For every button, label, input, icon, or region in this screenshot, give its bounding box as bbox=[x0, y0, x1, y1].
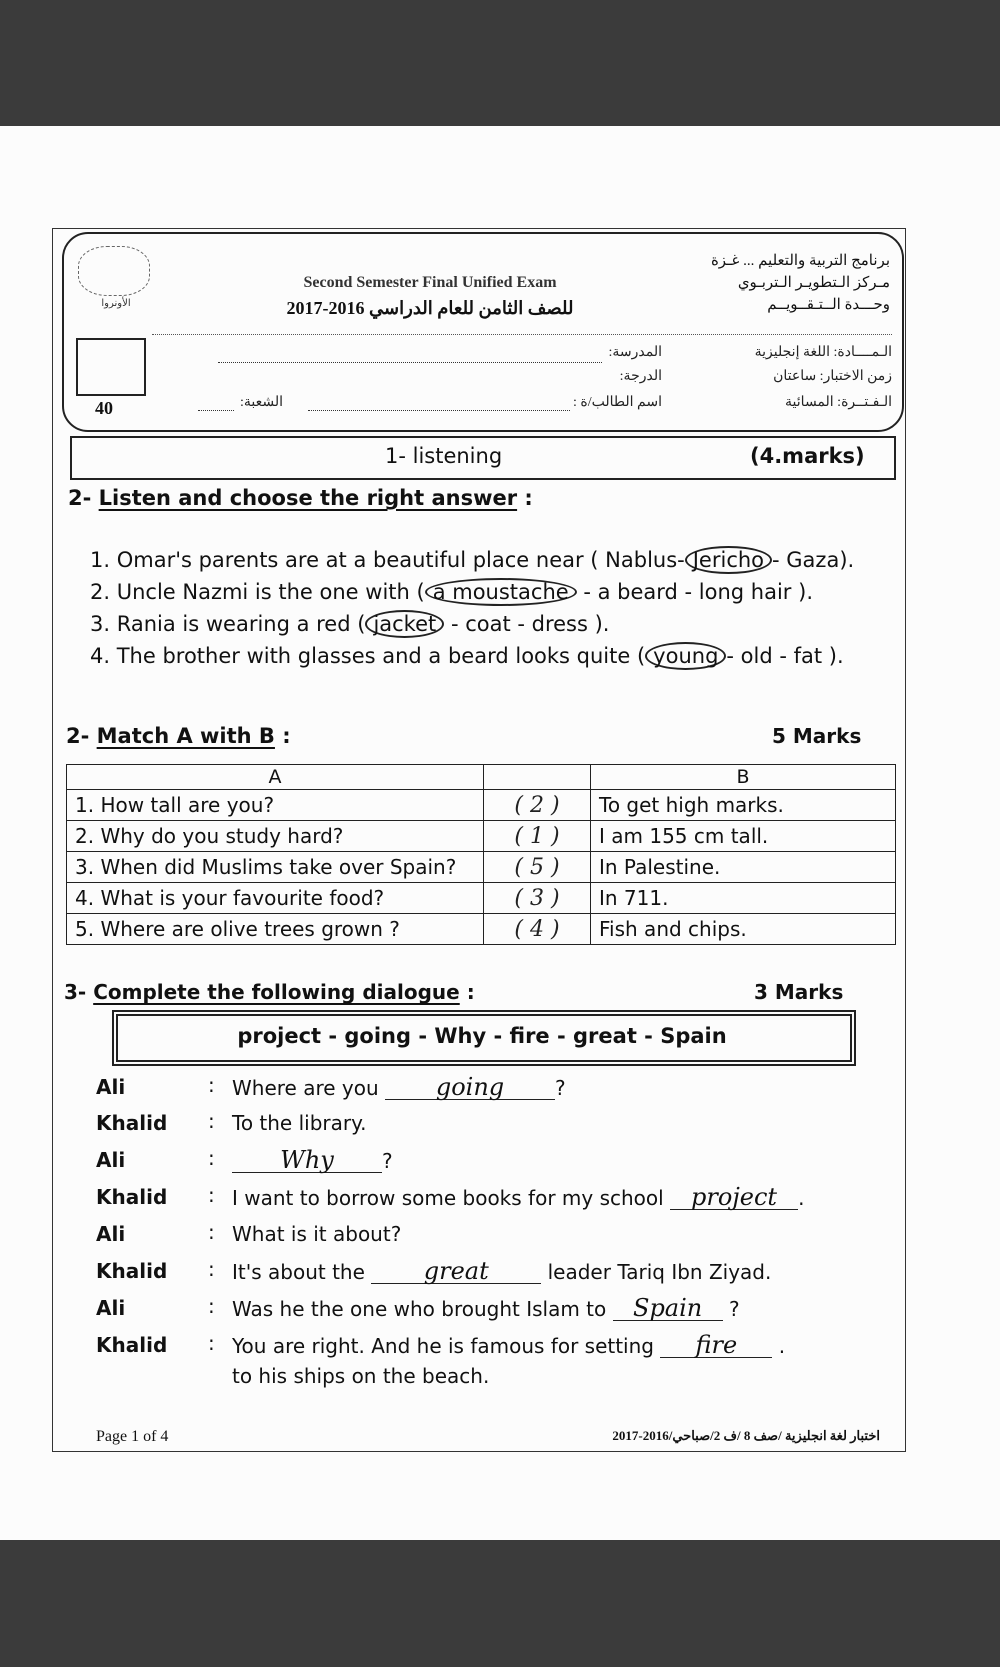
section-label: الشعبة: bbox=[240, 395, 284, 410]
column-b-header: B bbox=[591, 765, 896, 790]
dialogue-question-heading bbox=[64, 980, 475, 1004]
option-cell: In 711. bbox=[591, 883, 896, 914]
duration-label: زمن الاختبار: ساعتان bbox=[773, 369, 892, 384]
item-text: - Gaza). bbox=[772, 548, 855, 572]
section-title: 1- listening bbox=[385, 444, 503, 468]
listen-item bbox=[90, 610, 609, 638]
answer-cell[interactable]: ( 5 ) bbox=[484, 852, 591, 883]
speaker-name: Ali bbox=[96, 1148, 126, 1172]
answer-blank[interactable]: going bbox=[385, 1075, 555, 1100]
item-text: 3. Rania is wearing a red ( bbox=[90, 612, 366, 636]
word-bank: project - going - Why - fire - great - Spain bbox=[237, 1024, 727, 1048]
student-name-field[interactable] bbox=[308, 410, 570, 411]
speaker-name: Ali bbox=[96, 1222, 126, 1246]
dialogue-line bbox=[232, 1111, 366, 1135]
dialogue-marks: 3 Marks bbox=[754, 980, 844, 1004]
answer-blank[interactable]: great bbox=[371, 1259, 541, 1284]
line-text: ? bbox=[382, 1149, 393, 1173]
org-line-2: مـركز الـتطويـر الـتربـوي bbox=[737, 275, 890, 291]
listen-item bbox=[90, 578, 813, 606]
speaker-name: Ali bbox=[96, 1296, 126, 1320]
question-cell: 3. When did Muslims take over Spain? bbox=[67, 852, 484, 883]
dialogue-colon: : bbox=[208, 1183, 215, 1207]
answer-cell[interactable]: ( 2 ) bbox=[484, 790, 591, 821]
question-cell: 2. Why do you study hard? bbox=[67, 821, 484, 852]
question-cell: 1. How tall are you? bbox=[67, 790, 484, 821]
option-cell: To get high marks. bbox=[591, 790, 896, 821]
line-text: ? bbox=[722, 1297, 740, 1321]
exam-subtitle: للصف الثامن للعام الدراسي 2016-2017 bbox=[286, 298, 574, 318]
student-label: اسم الطالب/ة : bbox=[573, 395, 662, 410]
listen-item bbox=[90, 642, 844, 670]
school-label: المدرسة: bbox=[608, 345, 662, 360]
school-field[interactable] bbox=[218, 362, 602, 363]
question-title: Complete the following dialogue bbox=[93, 980, 460, 1004]
unrwa-logo-icon bbox=[78, 246, 150, 296]
answer-cell[interactable]: ( 1 ) bbox=[484, 821, 591, 852]
question-colon: : bbox=[466, 980, 475, 1004]
circled-answer[interactable]: Jericho bbox=[685, 546, 772, 574]
score-box bbox=[76, 338, 146, 396]
speaker-name: Khalid bbox=[96, 1111, 168, 1135]
speaker-name: Khalid bbox=[96, 1259, 168, 1283]
item-text: - coat - dress ). bbox=[444, 612, 610, 636]
dialogue-colon: : bbox=[208, 1294, 215, 1318]
line-text: What is it about? bbox=[232, 1222, 402, 1246]
question-cell: 5. Where are olive trees grown ? bbox=[67, 914, 484, 945]
period-label: الـفـتــرة: المسائية bbox=[785, 395, 892, 410]
line-text: To the library. bbox=[232, 1111, 367, 1135]
dialogue-colon: : bbox=[208, 1331, 215, 1355]
line-text: It's about the bbox=[232, 1260, 372, 1284]
speaker-name: Khalid bbox=[96, 1185, 168, 1209]
dialogue-line bbox=[232, 1296, 740, 1321]
question-title: Match A with B bbox=[96, 724, 275, 748]
match-question-heading bbox=[66, 724, 291, 748]
dialogue-line bbox=[232, 1075, 566, 1100]
circled-answer[interactable]: young bbox=[645, 642, 726, 670]
speaker-name: Khalid bbox=[96, 1333, 168, 1357]
column-middle-header bbox=[484, 765, 591, 790]
organization-block bbox=[660, 250, 890, 316]
line-text: Where are you bbox=[232, 1076, 386, 1100]
circled-answer[interactable]: jacket bbox=[365, 610, 444, 638]
dialogue-colon: : bbox=[208, 1257, 215, 1281]
option-cell: In Palestine. bbox=[591, 852, 896, 883]
circled-answer[interactable]: a moustache bbox=[425, 578, 577, 606]
dialogue-line bbox=[232, 1333, 785, 1358]
answer-cell[interactable]: ( 4 ) bbox=[484, 914, 591, 945]
question-number: 2- bbox=[66, 724, 90, 748]
option-cell: Fish and chips. bbox=[591, 914, 896, 945]
answer-blank[interactable]: fire bbox=[660, 1333, 772, 1358]
dialogue-colon: : bbox=[208, 1109, 215, 1133]
table-header-row bbox=[67, 765, 896, 790]
question-colon: : bbox=[282, 724, 291, 748]
section-marks: (4.marks) bbox=[750, 444, 865, 468]
table-row bbox=[67, 914, 896, 945]
match-table bbox=[66, 764, 896, 945]
item-text: - a beard - long hair ). bbox=[576, 580, 813, 604]
header-divider bbox=[152, 334, 892, 335]
listen-question-heading bbox=[68, 486, 533, 510]
question-cell: 4. What is your favourite food? bbox=[67, 883, 484, 914]
table-row bbox=[67, 790, 896, 821]
top-dark-band bbox=[0, 0, 1000, 126]
subject-label: الـمــــادة: اللغة إنجليزية bbox=[754, 345, 892, 360]
org-line-3: وحـــدة الــتـقــويــم bbox=[767, 297, 890, 313]
listen-item bbox=[90, 546, 854, 574]
item-text: - old - fat ). bbox=[726, 644, 844, 668]
table-row bbox=[67, 852, 896, 883]
question-title: Listen and choose the right answer bbox=[98, 486, 518, 510]
dialogue-continuation: to his ships on the beach. bbox=[232, 1364, 490, 1388]
item-text: 4. The brother with glasses and a beard looks quite ( bbox=[90, 644, 646, 668]
answer-cell[interactable]: ( 3 ) bbox=[484, 883, 591, 914]
answer-blank[interactable]: Spain bbox=[613, 1296, 723, 1321]
logo-caption: الأونروا bbox=[101, 298, 131, 309]
question-colon: : bbox=[524, 486, 533, 510]
dialogue-line bbox=[232, 1222, 401, 1246]
table-row bbox=[67, 821, 896, 852]
option-cell: I am 155 cm tall. bbox=[591, 821, 896, 852]
dialogue-line bbox=[232, 1148, 393, 1173]
dialogue-colon: : bbox=[208, 1073, 215, 1097]
page-number: Page 1 of 4 bbox=[96, 1428, 169, 1445]
line-text: . bbox=[798, 1186, 805, 1210]
speaker-name: Ali bbox=[96, 1075, 126, 1099]
org-line-1: برنامج التربية والتعليم ... غـزة bbox=[710, 253, 890, 269]
line-text: . bbox=[772, 1334, 786, 1358]
item-text: 1. Omar's parents are at a beautiful place near ( Nablus- bbox=[90, 548, 685, 572]
total-score: 40 bbox=[95, 398, 113, 418]
line-text: Was he the one who brought Islam to bbox=[232, 1297, 613, 1321]
dialogue-line bbox=[232, 1185, 804, 1210]
dialogue-colon: : bbox=[208, 1220, 215, 1244]
column-a-header: A bbox=[67, 765, 484, 790]
footer-code: اختبار لغة انجليزية /صف 8 /ف 2/صباحي/2016-2017 bbox=[612, 1428, 880, 1443]
dialogue-line bbox=[232, 1259, 771, 1284]
exam-title: Second Semester Final Unified Exam bbox=[303, 274, 557, 291]
line-text: I want to borrow some books for my school bbox=[232, 1186, 671, 1210]
table-row bbox=[67, 883, 896, 914]
section-field[interactable] bbox=[198, 410, 234, 411]
match-marks: 5 Marks bbox=[772, 724, 862, 748]
item-text: 2. Uncle Nazmi is the one with ( bbox=[90, 580, 425, 604]
bottom-dark-band bbox=[0, 1540, 1000, 1667]
line-text: You are right. And he is famous for setting bbox=[232, 1334, 661, 1358]
line-text: ? bbox=[555, 1076, 566, 1100]
question-number: 3- bbox=[64, 980, 87, 1004]
answer-blank[interactable]: project bbox=[670, 1185, 798, 1210]
dialogue-colon: : bbox=[208, 1146, 215, 1170]
grade-label: الدرجة: bbox=[619, 369, 662, 384]
line-text: leader Tariq Ibn Ziyad. bbox=[541, 1260, 772, 1284]
question-number: 2- bbox=[68, 486, 92, 510]
answer-blank[interactable]: Why bbox=[232, 1148, 382, 1173]
